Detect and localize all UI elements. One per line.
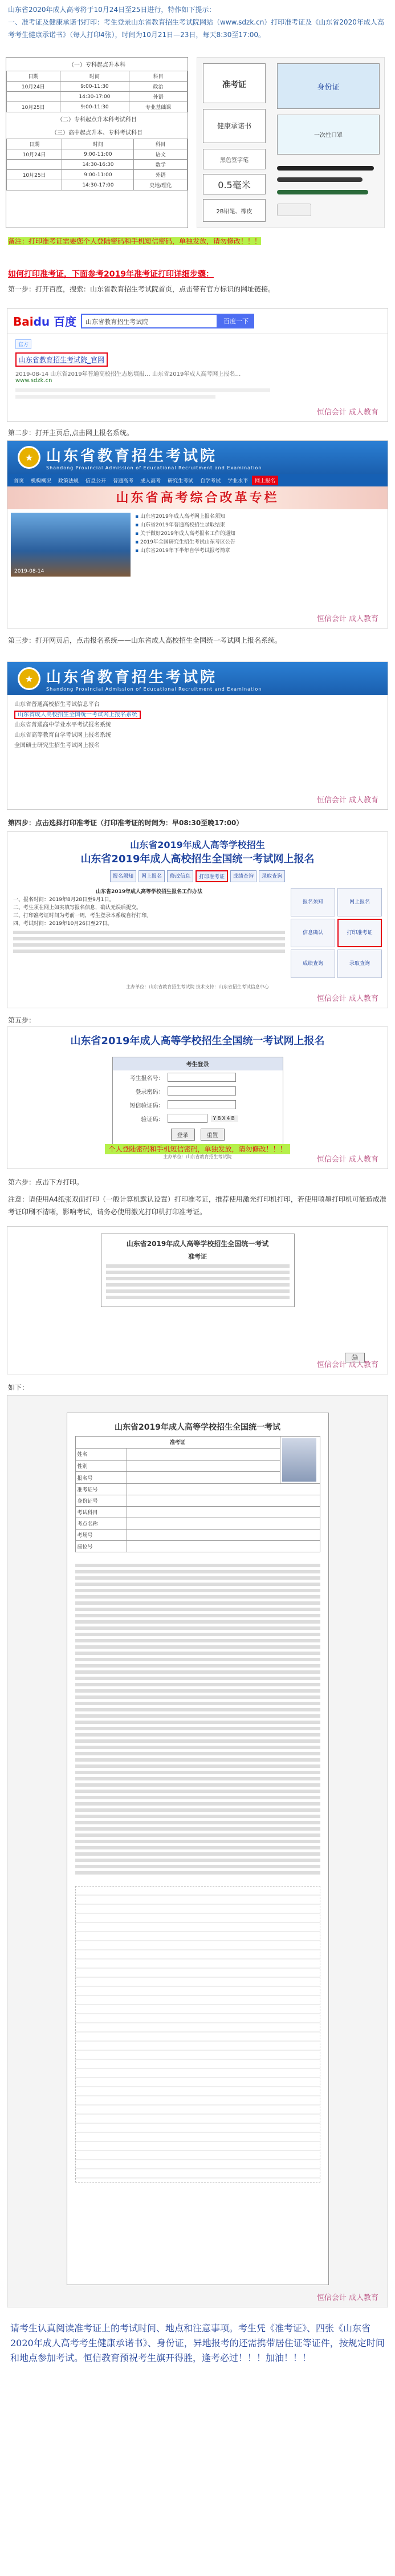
black-pen-label: 黑色签字笔 — [203, 149, 266, 169]
ticket-title: 山东省2019年成人高等学校招生全国统一考试 — [115, 1423, 280, 1432]
exam-side-menu — [291, 888, 382, 978]
cell: 14:30-16:30 — [62, 160, 134, 170]
watermark: 恒信会计 成人教育 — [316, 1155, 378, 1164]
field-label: 姓名 — [75, 1448, 127, 1460]
field-label: 座位号 — [75, 1541, 127, 1552]
mask-item: 一次性口罩 — [277, 115, 380, 155]
pencil-eraser-label: 2B铅笔、橡皮 — [203, 199, 266, 222]
table-row — [7, 170, 188, 180]
cell: 10月24日 — [7, 82, 60, 92]
table-row — [7, 102, 188, 112]
watermark: 恒信会计 成人教育 — [316, 408, 378, 417]
emblem-icon: ★ — [18, 667, 40, 690]
field-label: 身份证号 — [75, 1495, 127, 1507]
registration-system-screenshot — [7, 662, 388, 810]
login-row — [113, 1070, 283, 1084]
field-label: 考试科目 — [75, 1507, 127, 1518]
site-subtitle: Shandong Provincial Admission of Educational Recruitment and Examination — [46, 687, 262, 692]
intro-section — [0, 0, 395, 63]
result-placeholder-line — [15, 388, 270, 392]
exam-text-title: 山东省2019年成人高等学校招生报名工作办法 — [95, 889, 203, 895]
login-footer: 主办单位：山东省教育招生考试院 — [163, 1154, 232, 1159]
table-row — [7, 149, 188, 160]
list-item-adult-exam-system[interactable] — [14, 710, 381, 720]
sms-code-input[interactable] — [168, 1100, 236, 1109]
cell: 语文 — [134, 149, 188, 160]
baidu-logo-b: du — [33, 315, 50, 328]
cell: 9:00-11:00 — [62, 170, 134, 180]
cell: 数学 — [134, 160, 188, 170]
login-row — [113, 1098, 283, 1111]
print-ticket-side-button[interactable]: 打印准考证 — [337, 919, 382, 947]
list-item[interactable]: 全国硕士研究生招生考试网上报名 — [14, 743, 100, 749]
exam-text-line: 二、考生须在网上如实填写报名信息，确认无误后提交。 — [13, 905, 142, 911]
id-card-item: 身份证 — [277, 63, 380, 109]
table-row — [7, 160, 188, 170]
list-item[interactable]: 山东省普通高中学业水平考试报名系统 — [14, 722, 111, 728]
reg-number-label: 考生报名号： — [129, 1075, 164, 1082]
header-time: 时间 — [62, 139, 134, 149]
system-list — [7, 695, 388, 756]
cell: 10月25日 — [7, 102, 60, 112]
cell: 专业基础课 — [129, 102, 188, 112]
captcha-image[interactable]: Y8X4B — [211, 1115, 238, 1122]
baidu-search-input[interactable]: 山东省教育招生考试院 — [81, 314, 218, 328]
intro-line-1: 山东省2020年成人高考将于10月24日至25日进行，特作如下提示： — [8, 6, 216, 14]
login-note-text: 个人登陆密码和手机短信密码，单独发放，请勿修改！！！ — [105, 1144, 290, 1154]
eraser-image — [277, 204, 311, 216]
list-item[interactable]: 山东省普通高校招生考试信息平台 — [14, 701, 100, 708]
list-item[interactable]: 山东省高等教育自学考试网上报名系统 — [14, 732, 111, 739]
baidu-logo-a: Bai — [13, 315, 34, 328]
nav-item[interactable]: 成人高考 — [140, 478, 161, 484]
official-result-link[interactable]: 山东省教育招生考试院_官网 — [15, 352, 108, 367]
login-form — [112, 1057, 283, 1145]
login-header-title: 山东省2019年成人高等学校招生全国统一考试网上报名 — [70, 1035, 325, 1047]
news-item[interactable]: ▪ 2019年全国研究生招生考试山东考区公告 — [135, 538, 384, 547]
nav-item[interactable]: 首页 — [14, 478, 25, 484]
captcha-label: 验证码： — [141, 1116, 164, 1123]
side-item[interactable]: 网上报名 — [337, 888, 382, 916]
ticket-subtitle: 准考证 — [75, 1437, 280, 1449]
side-item[interactable]: 录取查询 — [337, 950, 382, 978]
field-label: 考点名称 — [75, 1518, 127, 1530]
field-label: 准考证号 — [75, 1484, 127, 1495]
step-6-text: 第六步：点击下方打印。 — [8, 1178, 84, 1186]
site-header — [7, 662, 388, 695]
print-note: 注意：请使用A4纸张双面打印（一般计算机默认设置）打印准考证，推荐使用激光打印机打印，若使用喷墨打印机可能造成准考证印刷不清晰，影响考试，请务必使用激光打印机打印准考证。 — [8, 1195, 386, 1216]
schedule-table-1 — [6, 71, 188, 112]
official-badge: 官方 — [15, 339, 31, 349]
field-label: 报名号 — [75, 1472, 127, 1484]
exam-text-line: 三、打印准考证时间为考前一周，考生登录本系统自行打印。 — [13, 913, 152, 919]
exam-portal-screenshot — [7, 831, 388, 1008]
cell: 14:30-17:00 — [60, 92, 129, 102]
search-result — [7, 334, 388, 404]
login-screenshot — [7, 1027, 388, 1169]
admission-ticket — [67, 1413, 329, 2285]
step-5-text: 第五步： — [8, 1016, 36, 1024]
cell: 10月24日 — [7, 149, 62, 160]
ticket-preview — [101, 1234, 295, 1307]
table-row — [7, 92, 188, 102]
applicant-photo — [282, 1438, 316, 1482]
schedule-caption-2: （二）专科起点升本科考试科目 — [57, 117, 137, 123]
schedule-table-2 — [6, 139, 188, 190]
pen-image — [277, 166, 374, 171]
captcha-input[interactable] — [168, 1114, 207, 1123]
exam-nav-item[interactable]: 成绩查询 — [230, 870, 256, 882]
pencil-image — [277, 190, 368, 194]
nav-item[interactable]: 信息公开 — [85, 478, 107, 484]
login-header — [7, 1027, 388, 1050]
baidu-search-screenshot — [7, 308, 388, 422]
watermark: 恒信会计 成人教育 — [316, 1361, 378, 1369]
exam-portal-header — [7, 832, 388, 868]
header-subject: 科目 — [129, 71, 188, 82]
news-item[interactable]: ▪ 山东省2019年下半年自学考试报考简章 — [135, 547, 384, 555]
table-row — [7, 82, 188, 92]
nav-item[interactable]: 机构概况 — [31, 478, 52, 484]
schedule-caption-1: （一）专科起点升本科 — [68, 62, 125, 68]
news-item[interactable]: ▪ 山东省2019年成人高考网上报名须知 — [135, 513, 384, 521]
print-ticket-nav-button[interactable]: 打印准考证 — [196, 870, 228, 882]
exam-title-2: 山东省2019年成人高校招生全国统一考试网上报名 — [80, 853, 315, 865]
emblem-icon: ★ — [18, 446, 40, 469]
reform-banner[interactable]: 山东省高考综合改革专栏 — [7, 486, 388, 509]
print-button[interactable]: 🖨 — [345, 1353, 365, 1362]
news-list — [135, 513, 384, 577]
site-title: 山东省教育招生考试院 — [46, 448, 218, 465]
pen-image — [277, 177, 363, 182]
login-button[interactable]: 登录 — [171, 1129, 195, 1141]
nav-item[interactable]: 学业水平 — [227, 478, 249, 484]
exam-text-line: 四、考试时间：2019年10月26日至27日。 — [13, 921, 113, 927]
final-text: 请考生认真阅读准考证上的考试时间、地点和注意事项。考生凭《准考证》、四张《山东省2020年成人高考考生健康承诺书》、身份证，异地报考的还需携带居住证等证件，按规定时间和地点参加考试。恒信教育预祝考生旗开得胜，逢考必过！！！加油！！！ — [10, 2323, 385, 2363]
ticket-notice-lines — [75, 1564, 320, 1875]
baidu-search-button[interactable]: 百度一下 — [218, 314, 254, 328]
baidu-logo-c: 百度 — [54, 315, 77, 328]
exam-schedule-image — [6, 57, 188, 228]
exam-title-1: 山东省2019年成人高等学校招生 — [130, 839, 265, 850]
password-note-text: 备注：打印准考证需要您个人登陆密码和手机短信密码，单独发放，请勿修改！！！ — [8, 237, 262, 245]
step-1-text: 第一步：打开百度，搜索：山东省教育招生考试院首页，点击带有官方标识的网址链接。 — [8, 285, 275, 293]
admission-ticket-item: 准考证 — [203, 63, 266, 103]
step-3-text: 第三步：打开网页后，点击报名系统——山东省成人高校招生全国统一考试网上报名系统。 — [8, 636, 282, 644]
cell — [7, 160, 62, 170]
nav-item[interactable]: 普通高考 — [113, 478, 134, 484]
cell: 14:30-17:00 — [62, 180, 134, 190]
final-paragraph — [0, 2321, 395, 2366]
reg-number-input[interactable] — [168, 1073, 236, 1082]
login-row — [113, 1084, 283, 1098]
nav-item-online-registration[interactable]: 网上报名 — [252, 476, 278, 485]
cell: 外语 — [129, 92, 188, 102]
print-preview-screenshot — [7, 1226, 388, 1374]
site-nav — [7, 474, 388, 486]
sms-code-label: 短信验证码： — [129, 1102, 164, 1109]
cell: 史地/理化 — [134, 180, 188, 190]
exam-nav-item[interactable]: 修改信息 — [167, 870, 193, 882]
cell: 政治 — [129, 82, 188, 92]
result-description: 2019-08-14 山东省2019年普通高校招生志愿填报… 山东省2019年成人高考网上报名… — [15, 371, 241, 378]
password-input[interactable] — [168, 1086, 236, 1096]
login-box-title: 考生登录 — [113, 1057, 283, 1070]
login-row — [113, 1111, 283, 1125]
exam-supplies-image — [197, 57, 385, 228]
header-time: 时间 — [60, 71, 129, 82]
watermark: 恒信会计 成人教育 — [316, 995, 378, 1003]
cell: 9:00-11:30 — [60, 102, 129, 112]
news-item[interactable]: ▪ 山东省2019年普通高校招生录取结束 — [135, 521, 384, 530]
placeholder-lines — [106, 1264, 290, 1299]
cell — [7, 92, 60, 102]
cell: 外语 — [134, 170, 188, 180]
step-7-text: 如下： — [8, 1384, 29, 1392]
password-note — [0, 235, 395, 248]
result-placeholder-line — [15, 395, 215, 399]
site-subtitle: Shandong Provincial Admission of Educational Recruitment and Examination — [46, 465, 262, 470]
schedule-caption-3: （三）高中起点升本、专科考试科目 — [51, 130, 142, 136]
exam-footer: 主办单位：山东省教育招生考试院 技术支持：山东省招生考试信息中心 — [126, 984, 269, 989]
header-subject: 科目 — [134, 139, 188, 149]
news-photo[interactable] — [11, 513, 131, 577]
watermark: 恒信会计 成人教育 — [316, 615, 378, 623]
news-section — [7, 509, 388, 580]
header-date: 日期 — [7, 139, 62, 149]
side-item[interactable]: 报名须知 — [291, 888, 335, 916]
cell: 9:00-11:00 — [62, 149, 134, 160]
password-label: 登录密码： — [135, 1089, 164, 1096]
header-date: 日期 — [7, 71, 60, 82]
ticket-screenshot — [7, 1395, 388, 2307]
ticket-subtitle: 准考证 — [188, 1253, 207, 1260]
baidu-search-bar — [7, 309, 388, 334]
cell: 10月25日 — [7, 170, 62, 180]
field-label: 考场号 — [75, 1530, 127, 1541]
ticket-back-page — [75, 1886, 320, 2182]
site-homepage-screenshot — [7, 440, 388, 628]
nav-item[interactable]: 研究生考试 — [168, 478, 194, 484]
pen-size-label: 0.5毫米 — [203, 174, 266, 194]
news-photo-date: 2019-08-14 — [14, 569, 44, 574]
login-note — [7, 1143, 388, 1154]
exam-nav — [7, 868, 388, 885]
nav-item[interactable]: 政策法规 — [58, 478, 79, 484]
exam-text-line: 一、报名时间：2019年8月28日至9月1日。 — [13, 897, 115, 903]
result-url: www.sdzk.cn — [15, 378, 52, 384]
exam-text — [13, 888, 285, 978]
cell: 9:00-11:30 — [60, 82, 129, 92]
field-label: 性别 — [75, 1460, 127, 1472]
intro-line-2: 一、准考证及健康承诺书打印：考生登录山东省教育招生考试院网站（www.sdzk.cn）打印准考证及《山东省2020年成人高考考生健康承诺书》（每人打印4张），时间为10月21日—23日，每天8:30至17:00。 — [8, 18, 384, 39]
table-row — [7, 180, 188, 190]
howto-heading: 如何打印准考证，下面参考2019年准考证打印详细步骤： — [8, 270, 214, 279]
placeholder-lines — [13, 931, 285, 953]
news-item[interactable]: ▪ 关于做好2019年成人高考报名工作的通知 — [135, 530, 384, 538]
baidu-logo — [13, 313, 76, 329]
cell — [7, 180, 62, 190]
health-promise-item: 健康承诺书 — [203, 109, 266, 143]
step-2-text: 第二步：打开主页后,点击网上报名系统。 — [8, 429, 133, 437]
exam-body — [7, 885, 388, 981]
reset-button[interactable]: 重置 — [201, 1129, 225, 1141]
site-header — [7, 441, 388, 474]
exam-nav-item[interactable]: 网上报名 — [139, 870, 165, 882]
exam-nav-item[interactable]: 报名须知 — [110, 870, 136, 882]
side-item[interactable]: 信息确认 — [291, 919, 335, 947]
step-4-text: 第四步：点击选择打印准考证（打印准考证的时间为：早08:30至晚17:00） — [8, 819, 243, 827]
watermark: 恒信会计 成人教育 — [316, 2294, 378, 2302]
nav-item[interactable]: 自学考试 — [200, 478, 221, 484]
exam-nav-item[interactable]: 录取查询 — [259, 870, 285, 882]
adult-exam-system-link[interactable]: 山东省成人高校招生全国统一考试网上报名系统 — [14, 711, 141, 719]
site-title: 山东省教育招生考试院 — [46, 669, 218, 686]
ticket-table — [75, 1436, 320, 1552]
ticket-title: 山东省2019年成人高等学校招生全国统一考试 — [126, 1240, 269, 1248]
side-item[interactable]: 成绩查询 — [291, 950, 335, 978]
login-buttons — [113, 1125, 283, 1144]
watermark: 恒信会计 成人教育 — [316, 796, 378, 805]
